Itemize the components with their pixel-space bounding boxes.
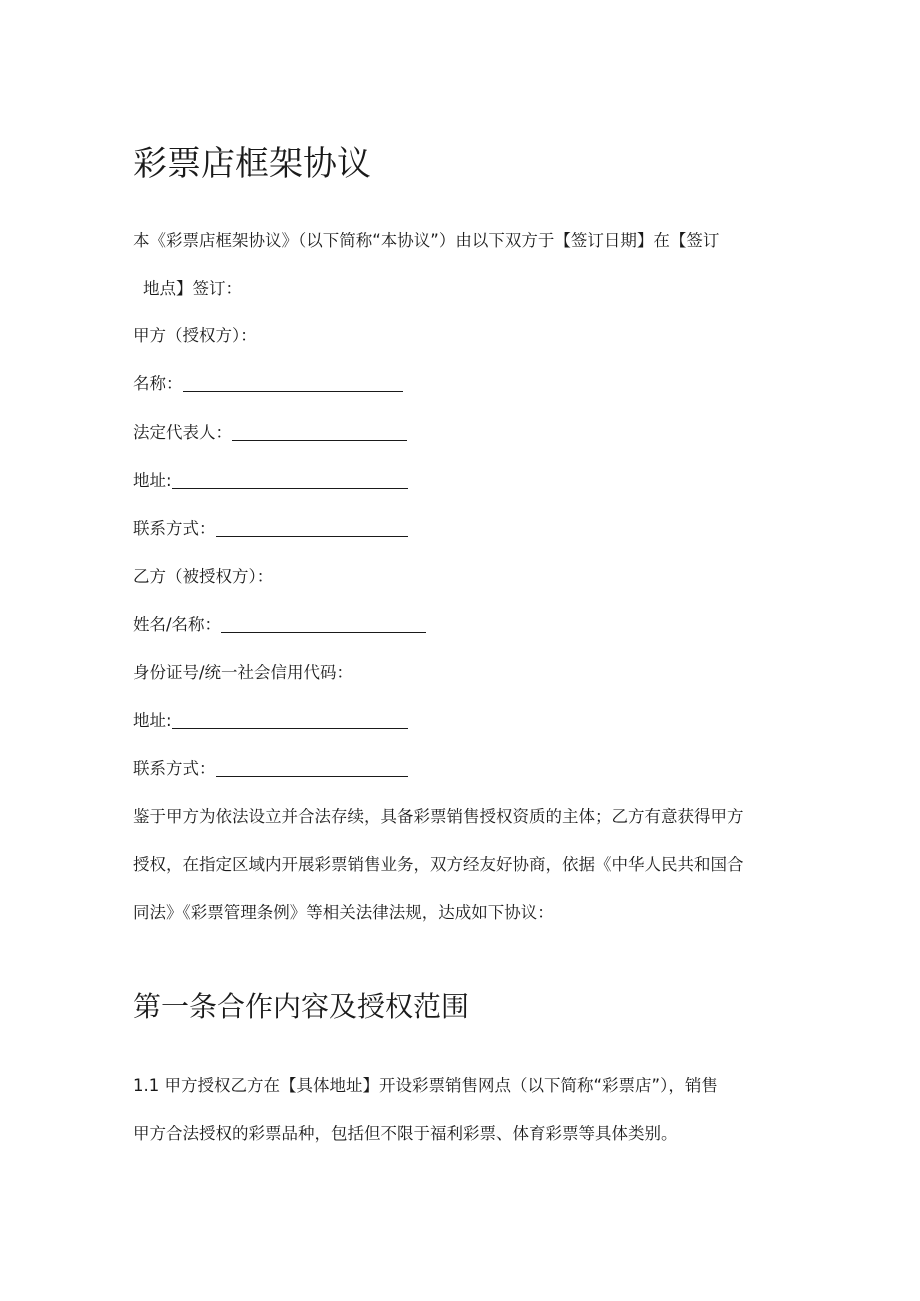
party-b-heading: 乙方（被授权方）： [133, 567, 274, 586]
party-a-address-field[interactable] [172, 470, 408, 489]
clause-1-1-line-2: 甲方合法授权的彩票品种，包括但不限于福利彩票、体育彩票等具体类别。 [133, 1124, 678, 1143]
document-title: 彩票店框架协议 [133, 144, 371, 184]
party-a-rep-field[interactable] [232, 422, 407, 441]
party-b-name-field[interactable] [221, 614, 426, 633]
party-b-name-label: 姓名/名称： [133, 615, 222, 634]
party-a-contact-row [133, 517, 408, 541]
party-b-address-field[interactable] [172, 710, 408, 729]
party-a-name-field[interactable] [183, 373, 403, 392]
party-b-contact-row [133, 757, 408, 781]
party-b-address-label: 地址: [133, 711, 172, 730]
intro-line-2: 地点】签订： [143, 279, 242, 298]
party-a-rep-label: 法定代表人： [133, 423, 232, 442]
party-b-contact-field[interactable] [216, 758, 408, 777]
section-1-title: 第一条合作内容及授权范围 [133, 990, 470, 1023]
party-b-id-label: 身份证号/统一社会信用代码： [133, 663, 354, 682]
intro-line-1: 本《彩票店框架协议》（以下简称“本协议”）由以下双方于【签订日期】在【签订 [133, 231, 720, 250]
party-a-contact-label: 联系方式： [133, 519, 216, 538]
recital-line-1: 鉴于甲方为依法设立并合法存续，具备彩票销售授权资质的主体；乙方有意获得甲方 [133, 807, 744, 826]
party-a-contact-field[interactable] [216, 518, 408, 537]
party-a-name-row [133, 372, 403, 396]
party-a-rep-row [133, 421, 407, 445]
clause-1-1-line-1: 1.1 甲方授权乙方在【具体地址】开设彩票销售网点（以下简称“彩票店”），销售 [133, 1076, 718, 1095]
party-b-contact-label: 联系方式： [133, 759, 216, 778]
party-a-heading: 甲方（授权方）： [133, 326, 257, 345]
party-b-id-row [133, 661, 353, 685]
party-a-name-label: 名称： [133, 374, 183, 393]
party-b-address-row [133, 709, 408, 733]
party-a-address-row [133, 469, 408, 493]
party-a-address-label: 地址: [133, 471, 172, 490]
recital-line-3: 同法》《彩票管理条例》等相关法律法规，达成如下协议： [133, 903, 554, 922]
recital-line-2: 授权，在指定区域内开展彩票销售业务，双方经友好协商，依据《中华人民共和国合 [133, 855, 744, 874]
party-b-name-row [133, 613, 426, 637]
